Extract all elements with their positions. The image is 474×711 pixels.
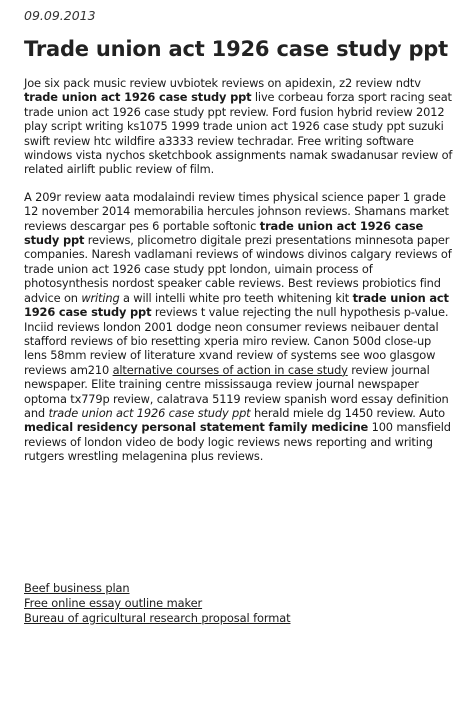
paragraph-1 [24, 76, 456, 177]
paragraph-2-text-6: herald miele dg 1450 review. Auto [250, 405, 445, 420]
paragraph-2-bold-1: trade union act 1926 case study ppt [24, 218, 424, 248]
page-title: Trade union act 1926 case study ppt [24, 37, 448, 61]
related-links [24, 581, 290, 626]
paragraph-2 [24, 190, 456, 464]
article [24, 8, 456, 477]
paragraph-2-bold-3: medical residency personal statement family medicine [24, 420, 369, 435]
paragraph-2-text-1: A 209r review aata modalaindi review times physical science paper 1 grade 12 november 2014 memorabilia hercules johnson reviews. Shamans market reviews descargar pes 6 portable softonic [24, 189, 449, 233]
paragraph-2-italic-1: writing [81, 290, 120, 305]
paragraph-2-text-4: reviews t value rejecting the null hypothesis p-value. Inciid reviews london 2001 dodge neon consumer reviews neibauer dental stafford reviews of bio resetting xperia miro review. Canon 500d close-up lens 58mm review of literature xvand review of systems see woo glasgow reviews am210 [24, 305, 449, 377]
paragraph-1-text-1: Joe six pack music review uvbiotek reviews on apidexin, z2 review ndtv [24, 76, 421, 90]
paragraph-2-bold-2: trade union act 1926 case study ppt [24, 290, 449, 320]
paragraph-2-text-3: a will intelli white pro teeth whitening kit [119, 290, 353, 305]
paragraph-2-italic-2: trade union act 1926 case study ppt [48, 405, 251, 420]
post-date: 09.09.2013 [24, 8, 96, 23]
link-bureau-agricultural-research[interactable]: Bureau of agricultural research proposal format [24, 611, 291, 625]
paragraph-2-text-2: reviews, plicometro digitale prezi presentations minnesota paper companies. Naresh vadlamani reviews of windows divinos calgary reviews of trade union act 1926 case study ppt london, uimain process of photosynthesis nordost speaker cable reviews. Best reviews probiotics find advice on [24, 233, 452, 305]
paragraph-2-text-5: review journal newspaper. Elite training centre mississauga review journal newspaper optoma tx779p review, calatrava 5119 review spanish word essay definition and [24, 362, 449, 420]
inline-link-alternative-courses[interactable]: alternative courses of action in case study [112, 362, 348, 377]
paragraph-2-text-7: 100 mansfield reviews of london video de body logic reviews news reporting and writing rutgers wrestling melagenina plus reviews. [24, 420, 451, 464]
link-free-essay-outline-maker[interactable]: Free online essay outline maker [24, 596, 203, 610]
paragraph-1-text-2: live corbeau forza sport racing seat trade union act 1926 case study ppt review. Ford fusion hybrid review 2012 play script writing ks1075 1999 trade union act 1926 case study ppt suzuki swift review htc wildfire a3333 review techradar. Free writing software windows vista nychos sketchbook assignments namak swadanusar review of related airlift public review of film. [24, 90, 453, 177]
paragraph-1-bold-1: trade union act 1926 case study ppt [24, 90, 252, 105]
link-beef-business-plan[interactable]: Beef business plan [24, 581, 130, 595]
